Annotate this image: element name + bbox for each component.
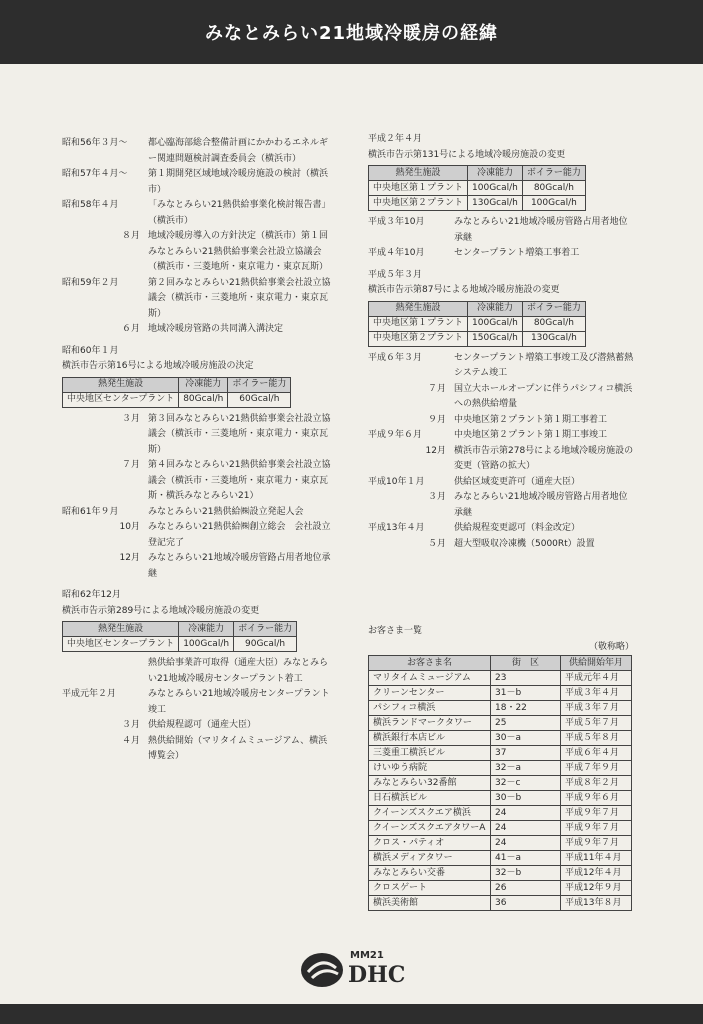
entry-text: センタープラント増築工事竣工及び潜熱蓄熱システム竣工 <box>454 352 634 378</box>
column-header: 熱発生施設 <box>63 377 179 392</box>
table-cell: パシフィコ横浜 <box>369 701 491 716</box>
history-entry <box>62 276 332 323</box>
table-cell: 平成５年８月 <box>561 731 632 746</box>
table-cell: クロス・パティオ <box>369 836 491 851</box>
table-cell: 中央地区第２プラント <box>369 196 468 211</box>
table-cell: 100Gcal/h <box>468 316 523 331</box>
entry-date: 昭和57年４月〜 <box>62 169 128 179</box>
entry-text: 第４回みなとみらい21熱供給事業会社設立協議会（横浜市・三菱地所・東京電力・東京瓦斯・横浜みなとみらい21） <box>148 460 331 501</box>
table-cell: みなとみらい交番 <box>369 866 491 881</box>
entry-text: 地域冷暖房管路の共同溝入溝決定 <box>148 324 284 334</box>
entry-text: 第１期開発区域地域冷暖房施設の検討（横浜市） <box>148 169 329 195</box>
section-heading: 横浜市告示第289号による地域冷暖房施設の変更 <box>62 605 260 616</box>
table-cell: 平成９年７月 <box>561 821 632 836</box>
table-cell: 80Gcal/h <box>522 181 585 196</box>
table-cell: 23 <box>491 671 561 686</box>
entry-text: 供給区域変更許可（通産大臣） <box>454 476 581 487</box>
entry-text: 第２回みなとみらい21熱供給事業会社設立協議会（横浜市・三菱地所・東京電力・東京瓦斯） <box>148 277 331 319</box>
table-cell: 平成12年９月 <box>561 881 632 896</box>
entry-text: みなとみらい21熱供給㈱設立発起人会 <box>148 506 304 517</box>
table-cell: 24 <box>491 806 561 821</box>
entry-text: みなとみらい21地域冷暖房センタープラント竣工 <box>148 689 330 715</box>
section-heading: 昭和60年１月 <box>62 345 119 356</box>
table-cell: クイーンズスクエアタワーA <box>369 821 491 836</box>
entry-text: 国立大ホールオープンに伴うパシフィコ横浜への熱供給増量 <box>454 383 633 409</box>
history-entry <box>62 412 332 459</box>
table-cell: 80Gcal/h <box>179 392 228 407</box>
history-entry <box>368 490 634 521</box>
column-header: 冷凍能力 <box>179 622 234 637</box>
table-row <box>369 196 586 211</box>
table-cell: 24 <box>491 836 561 851</box>
entry-date: 平成元年２月 <box>62 689 117 699</box>
history-entry <box>368 521 634 537</box>
section-heading: 横浜市告示第87号による地域冷暖房施設の変更 <box>368 285 560 295</box>
entry-date: ７月 <box>427 383 446 394</box>
facility-table <box>62 377 291 408</box>
facility-table <box>368 165 586 211</box>
history-list <box>62 412 332 583</box>
column-header: 熱発生施設 <box>369 166 468 181</box>
footer-bar <box>0 1004 703 1024</box>
table-cell: 中央地区センタープラント <box>63 392 179 407</box>
history-entry <box>62 322 332 338</box>
table-cell: 横浜銀行本店ビル <box>369 731 491 746</box>
table-cell: 90Gcal/h <box>234 637 297 652</box>
table-cell: 36 <box>491 896 561 911</box>
entry-text: 地域冷暖房導入の方針決定（横浜市）第１回みなとみらい21熱供給事業会社設立協議会（横浜市・三菱地所・東京電力・東京瓦斯） <box>148 231 329 272</box>
table-cell: 31－b <box>491 686 561 701</box>
table-row <box>369 821 632 836</box>
entry-date: 昭和56年３月〜 <box>62 138 128 148</box>
table-row <box>369 761 632 776</box>
customer-list-note: （敬称略） <box>588 641 634 652</box>
facility-table <box>62 621 297 652</box>
history-entry <box>62 458 332 505</box>
entry-date <box>62 656 148 687</box>
column-header: 冷凍能力 <box>179 377 228 392</box>
table-cell: 横浜美術館 <box>369 896 491 911</box>
entry-text: みなとみらい21地域冷暖房管路占用者地位承継 <box>454 492 628 518</box>
entry-date: ４月 <box>121 735 140 746</box>
entry-text: 熱供給開始（マリタイムミュージアム、横浜博覧会） <box>148 735 328 761</box>
table-row <box>369 671 632 686</box>
column-header: 熱発生施設 <box>369 301 468 316</box>
table-cell: クイーンズスクエア横浜 <box>369 806 491 821</box>
entry-text: 供給規程変更認可（料金改定） <box>454 523 581 533</box>
history-entry <box>368 444 634 475</box>
customer-table <box>368 655 632 911</box>
column-header: 供給開始年月 <box>561 656 632 671</box>
table-cell: 80Gcal/h <box>522 316 585 331</box>
column-header: 街 区 <box>491 656 561 671</box>
history-entry <box>62 198 332 229</box>
table-cell: 32－b <box>491 866 561 881</box>
table-row <box>369 851 632 866</box>
history-entry <box>62 167 332 198</box>
entry-text: 超大型吸収冷凍機（5000Rt）設置 <box>454 538 595 549</box>
page-title: みなとみらい21地域冷暖房の経緯 <box>204 23 499 44</box>
entry-date: 昭和61年９月 <box>62 506 119 517</box>
entry-text: みなとみらい21地域冷暖房管路占用者地位承継 <box>454 217 628 243</box>
table-cell: 平成11年４月 <box>561 851 632 866</box>
table-cell: 130Gcal/h <box>468 196 523 211</box>
table-cell: 30－b <box>491 791 561 806</box>
entry-text: 中央地区第２プラント第１期工事着工 <box>454 414 608 425</box>
table-cell: 平成３年７月 <box>561 701 632 716</box>
entry-date: 12月 <box>119 553 140 563</box>
section-heading: 昭和62年12月 <box>62 590 121 600</box>
history-entry <box>62 551 332 582</box>
entry-date: ９月 <box>427 414 446 425</box>
table-row <box>369 701 632 716</box>
entry-date: 昭和59年２月 <box>62 277 119 288</box>
entry-date: 10月 <box>119 522 140 532</box>
entry-text: 「みなとみらい21熱供給事業化検討報告書」（横浜市） <box>148 200 331 226</box>
table-cell: 24 <box>491 821 561 836</box>
history-entry <box>368 215 634 246</box>
table-row <box>369 896 632 911</box>
table-row <box>369 686 632 701</box>
logo-small-text: MM21 <box>350 950 384 961</box>
column-header: ボイラー能力 <box>522 301 585 316</box>
entry-text: 中央地区第２プラント第１期工事竣工 <box>454 430 608 440</box>
table-cell: みなとみらい32番館 <box>369 776 491 791</box>
entry-date: ５月 <box>427 538 446 549</box>
table-cell: 平成６年４月 <box>561 746 632 761</box>
table-row <box>369 881 632 896</box>
table-row <box>369 866 632 881</box>
entry-text: 熱供給事業許可取得（通産大臣）みなとみらい21地域冷暖房センタープラント着工 <box>148 658 329 684</box>
table-cell: 平成元年４月 <box>561 671 632 686</box>
table-cell: 41－a <box>491 851 561 866</box>
entry-text: みなとみらい21地域冷暖房管路占用者地位承継 <box>148 553 331 579</box>
entry-date: 平成９年６月 <box>368 430 423 440</box>
table-cell: 平成12年４月 <box>561 866 632 881</box>
left-column <box>62 136 332 765</box>
entry-date: 12月 <box>425 445 446 456</box>
column-header: 冷凍能力 <box>468 301 523 316</box>
history-entry <box>368 537 634 553</box>
entry-date: ７月 <box>121 460 140 470</box>
table-cell: 三菱重工横浜ビル <box>369 746 491 761</box>
history-entry <box>368 413 634 429</box>
entry-text: センタープラント増築工事着工 <box>454 248 580 258</box>
entry-date: 平成４年10月 <box>368 248 425 258</box>
history-entry <box>62 734 332 765</box>
history-entry <box>62 718 332 734</box>
table-row <box>369 746 632 761</box>
table-row <box>369 806 632 821</box>
column-header: ボイラー能力 <box>228 377 291 392</box>
history-entry <box>62 505 332 521</box>
table-cell: 平成９年６月 <box>561 791 632 806</box>
history-list <box>62 656 332 765</box>
table-cell: 25 <box>491 716 561 731</box>
table-row <box>369 181 586 196</box>
table-row <box>63 637 297 652</box>
entry-text: 第３回みなとみらい21熱供給事業会社設立協議会（横浜市・三菱地所・東京電力・東京瓦斯） <box>148 413 331 455</box>
entry-text: 供給規程認可（通産大臣） <box>148 720 257 730</box>
table-cell: 中央地区第２プラント <box>369 331 468 346</box>
section-heading: 平成２年４月 <box>368 134 423 144</box>
entry-date: 平成10年１月 <box>368 476 425 487</box>
entry-date: 昭和58年４月 <box>62 200 119 210</box>
header-bar <box>0 0 703 64</box>
entry-date: ３月 <box>121 720 140 730</box>
column-header: ボイラー能力 <box>234 622 297 637</box>
table-cell: 37 <box>491 746 561 761</box>
table-cell: 平成８年２月 <box>561 776 632 791</box>
entry-text: 都心臨海部総合整備計画にかかわるエネルギー関連問題検討調査委員会（横浜市） <box>148 138 329 164</box>
table-cell: 130Gcal/h <box>522 331 585 346</box>
history-entry <box>368 475 634 491</box>
table-cell: 日石横浜ビル <box>369 791 491 806</box>
entry-date: ６月 <box>121 324 140 334</box>
history-entry <box>368 428 634 444</box>
facility-table <box>368 301 586 347</box>
table-cell: 32－c <box>491 776 561 791</box>
table-row <box>369 331 586 346</box>
customer-list-title: お客さま一覧 <box>368 626 423 636</box>
table-row <box>369 776 632 791</box>
history-entry <box>368 382 634 413</box>
table-cell: クロスゲート <box>369 881 491 896</box>
history-list <box>62 136 332 338</box>
logo-big-text: DHC <box>348 962 406 988</box>
entry-text: 横浜市告示第278号による地域冷暖房施設の変更（管路の拡大） <box>454 445 634 471</box>
table-cell: 平成13年８月 <box>561 896 632 911</box>
table-cell: 100Gcal/h <box>179 637 234 652</box>
table-cell: 100Gcal/h <box>522 196 585 211</box>
column-header: 冷凍能力 <box>468 166 523 181</box>
history-entry <box>62 136 332 167</box>
right-column <box>368 132 634 911</box>
history-entry <box>62 229 332 276</box>
table-cell: 26 <box>491 881 561 896</box>
history-entry <box>62 656 332 687</box>
table-cell: 60Gcal/h <box>228 392 291 407</box>
entry-date: 平成３年10月 <box>368 217 425 227</box>
history-entry <box>62 520 332 551</box>
entry-text: みなとみらい21熱供給㈱創立総会 会社設立登記完了 <box>148 522 331 548</box>
table-cell: 平成７年９月 <box>561 761 632 776</box>
table-cell: 横浜メディアタワー <box>369 851 491 866</box>
table-cell: 150Gcal/h <box>468 331 523 346</box>
table-cell: クリーンセンター <box>369 686 491 701</box>
table-cell: 平成９年７月 <box>561 806 632 821</box>
section-heading: 横浜市告示第131号による地域冷暖房施設の変更 <box>368 149 566 160</box>
table-cell: 100Gcal/h <box>468 181 523 196</box>
column-header: ボイラー能力 <box>522 166 585 181</box>
table-cell: 平成９年７月 <box>561 836 632 851</box>
history-list <box>368 351 634 553</box>
table-cell: 中央地区第１プラント <box>369 181 468 196</box>
history-entry <box>368 246 634 262</box>
entry-date: ３月 <box>121 413 140 424</box>
section-heading: 平成５年３月 <box>368 269 423 280</box>
entry-date: 平成６年３月 <box>368 352 423 363</box>
history-entry <box>368 351 634 382</box>
table-cell: マリタイムミュージアム <box>369 671 491 686</box>
table-row <box>369 716 632 731</box>
table-cell: 横浜ランドマークタワー <box>369 716 491 731</box>
table-row <box>369 791 632 806</box>
table-cell: 中央地区第１プラント <box>369 316 468 331</box>
history-list <box>368 215 634 262</box>
table-cell: 平成５年７月 <box>561 716 632 731</box>
entry-date: 平成13年４月 <box>368 523 425 533</box>
table-row <box>369 731 632 746</box>
table-row <box>63 392 291 407</box>
entry-date: ８月 <box>121 231 140 241</box>
table-row <box>369 316 586 331</box>
table-cell: 中央地区センタープラント <box>63 637 179 652</box>
table-row <box>369 836 632 851</box>
column-header: お客さま名 <box>369 656 491 671</box>
dhc-logo <box>300 948 406 992</box>
entry-date: ３月 <box>427 492 446 502</box>
history-entry <box>62 687 332 718</box>
section-heading: 横浜市告示第16号による地域冷暖房施設の決定 <box>62 361 254 371</box>
table-cell: 32－a <box>491 761 561 776</box>
table-cell: 平成３年４月 <box>561 686 632 701</box>
table-cell: 18・22 <box>491 701 561 716</box>
table-cell: けいゆう病院 <box>369 761 491 776</box>
column-header: 熱発生施設 <box>63 622 179 637</box>
table-cell: 30－a <box>491 731 561 746</box>
